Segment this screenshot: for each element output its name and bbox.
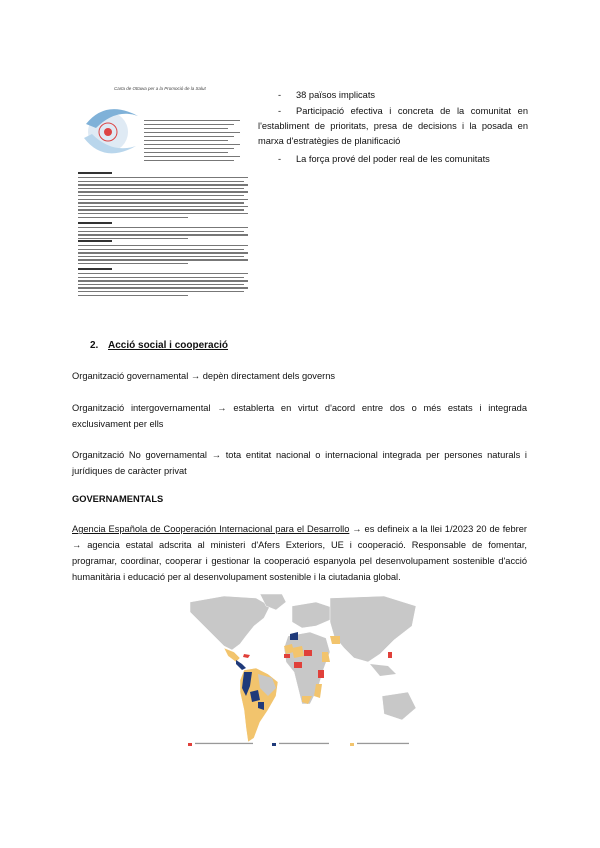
charter-text-line xyxy=(144,144,240,145)
bullet-text: 38 països implicats xyxy=(296,90,376,100)
map-africa xyxy=(284,632,330,704)
map-legend-red xyxy=(188,742,255,746)
charter-text-line xyxy=(78,273,248,274)
map-gulf-guinea-red xyxy=(294,662,302,668)
charter-text-line xyxy=(78,217,188,218)
section-title: Acció social i cooperació xyxy=(108,340,229,351)
charter-text-line xyxy=(78,213,248,214)
charter-text-line xyxy=(78,177,248,178)
charter-text-line xyxy=(78,199,248,200)
legend-red-swatch xyxy=(188,743,192,746)
charter-text-line xyxy=(78,280,248,281)
definition-intergovernmental: Organització intergovernamental → establerta en virtut d'acord entre dos o més estats i integrada exclusivament per ells xyxy=(72,403,527,429)
map-caribbean-red xyxy=(243,654,250,658)
ottawa-charter-thumbnail xyxy=(72,80,252,302)
legend-red-label xyxy=(195,742,255,745)
map-east-africa-red xyxy=(318,670,324,678)
charter-text-line xyxy=(144,132,240,133)
charter-title: Carta de Ottawa per a la Promoció de la Salut xyxy=(114,86,206,91)
charter-text-line xyxy=(144,152,228,153)
charter-text-line xyxy=(78,291,244,292)
charter-text-line xyxy=(144,136,234,137)
map-niger-red xyxy=(304,650,312,656)
bullet-item xyxy=(258,104,528,149)
charter-text-line xyxy=(78,263,188,264)
charter-text-line xyxy=(78,234,248,235)
map-mali-yellow xyxy=(292,646,304,658)
charter-text-line xyxy=(78,238,188,239)
charter-logo-icon xyxy=(76,94,146,164)
charter-text-line xyxy=(78,287,248,288)
charter-text-line xyxy=(78,259,248,260)
charter-text-line xyxy=(144,156,240,157)
map-southeast-asia xyxy=(370,664,396,676)
charter-text-line xyxy=(78,245,248,246)
charter-text-line xyxy=(78,206,248,207)
cooperation-world-map xyxy=(184,592,419,754)
bullet-text: La força prové del poder real de les comunitats xyxy=(296,154,490,164)
bullet-dash: - xyxy=(278,154,282,164)
charter-text-line xyxy=(78,202,244,203)
section-heading xyxy=(90,340,228,351)
map-australia xyxy=(382,692,416,720)
charter-text-line xyxy=(78,181,244,182)
charter-text-line xyxy=(78,231,244,232)
bullet-text: Participació efectiva i concreta de la comunitat en l'establiment de prioritats, presa de decisions i la posada en marxa d'estratègies de planificació xyxy=(258,106,528,146)
map-asia xyxy=(330,596,416,662)
legend-yellow-label xyxy=(357,742,411,745)
map-legend-yellow xyxy=(350,742,411,746)
charter-text-line xyxy=(78,188,244,189)
aecid-paragraph xyxy=(72,521,527,585)
map-philippines-red xyxy=(388,652,392,658)
charter-text-line xyxy=(78,209,244,210)
legend-yellow-swatch xyxy=(350,743,354,746)
charter-text-line xyxy=(78,284,244,285)
charter-text-line xyxy=(78,195,244,196)
governmental-heading: GOVERNAMENTALS xyxy=(72,494,164,504)
charter-text-line xyxy=(144,128,228,129)
definition-ngo: Organització No governamental → tota entitat nacional o internacional integrada per persones naturals i jurídiques de caràcter privat xyxy=(72,450,527,476)
charter-text-line xyxy=(78,227,248,228)
charter-text-line xyxy=(78,256,244,257)
aecid-link[interactable]: Agencia Española de Cooperación Internacional para el Desarrollo xyxy=(72,524,350,534)
charter-text-line xyxy=(78,252,248,253)
charter-text-line xyxy=(78,268,112,270)
charter-text-line xyxy=(78,222,112,224)
charter-text-line xyxy=(78,184,248,185)
charter-text-line xyxy=(144,124,234,125)
map-legend-blue xyxy=(272,742,331,746)
legend-blue-swatch xyxy=(272,743,276,746)
bullet-dash: - xyxy=(278,90,282,100)
charter-text-line xyxy=(144,120,240,121)
map-senegal-red xyxy=(284,654,290,658)
charter-text-line xyxy=(144,148,234,149)
map-europe xyxy=(292,602,334,628)
charter-text-line xyxy=(78,277,244,278)
charter-text-line xyxy=(78,249,244,250)
section-number: 2. xyxy=(90,340,99,351)
map-middle-east-yellow xyxy=(330,636,340,644)
definition-governmental: Organització governamental → depèn directament dels governs xyxy=(72,371,336,381)
charter-text-line xyxy=(78,172,112,174)
bullet-dash: - xyxy=(278,106,282,116)
charter-text-line xyxy=(144,140,228,141)
charter-text-line xyxy=(78,295,188,296)
aecid-description: → es defineix a la llei 1/2023 20 de febrer → agencia estatal adscrita al ministeri d'Afers Exteriors, UE i cooperació. Responsable de fomentar, programar, coordinar, cooperar i gestionar la cooperació espanyola pel desenvolupament sostenible d'acció humanitària i educació per al desenvolupament sostenible i la ciutadania global. xyxy=(72,524,527,582)
legend-blue-label xyxy=(279,742,331,745)
charter-text-line xyxy=(78,240,112,242)
charter-text-line xyxy=(144,160,234,161)
charter-text-line xyxy=(78,191,248,192)
map-north-america xyxy=(190,596,270,650)
map-morocco-blue xyxy=(290,632,298,640)
map-central-america-blue xyxy=(236,660,246,670)
